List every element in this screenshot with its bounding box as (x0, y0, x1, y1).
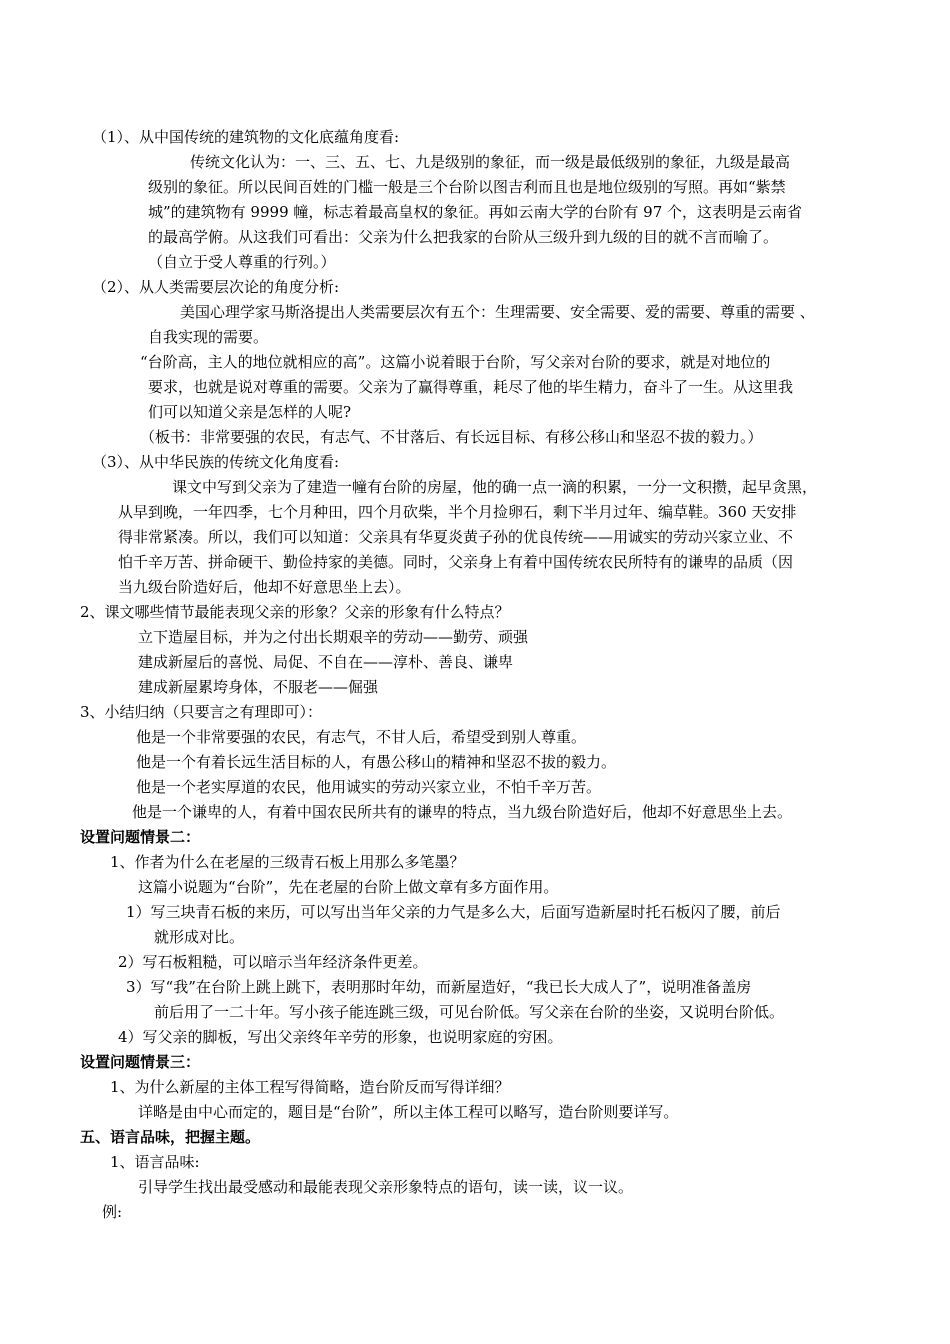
scenario-heading-3: 设置问题情景三： (80, 1053, 201, 1071)
paragraph-line: 从早到晚，一年四季，七个月种田，四个月砍柴，半个月捡卵石，剩下半月过年、编草鞋。360 天安排 (118, 503, 797, 521)
list-item: 3）写“我”在台阶上跳上跳下，表明那时年幼，而新屋造好，“我已长大成人了”，说明准备盖房 (126, 978, 752, 996)
paragraph-line: 当九级台阶造好后，他却不好意思坐上去）。 (118, 578, 411, 596)
paragraph-line: 们可以知道父亲是怎样的人呢? (148, 403, 352, 421)
summary-heading: 3、小结归纳（只要言之有理即可）： (80, 703, 323, 721)
paragraph-line: 级别的象征。所以民间百姓的门槛一般是三个台阶以图吉利而且也是地位级别的写照。再如“紫禁 (148, 178, 786, 196)
answer-line: 详略是由中心而定的，题目是“台阶”，所以主体工程可以略写，造台阶则要详写。 (138, 1103, 679, 1121)
list-item-continuation: 前后用了一二十年。写小孩子能连跳三级，可见台阶低。写父亲在台阶的坐姿，又说明台阶低。 (154, 1003, 785, 1021)
summary-item: 他是一个有着长远生活目标的人，有愚公移山的精神和坚忍不拔的毅力。 (136, 753, 617, 771)
summary-item: 他是一个谦卑的人，有着中国农民所共有的谦卑的特点，当九级台阶造好后，他却不好意思坐上去。 (132, 803, 793, 821)
sub-heading: 1、语言品味: (110, 1153, 200, 1171)
summary-item: 他是一个老实厚道的农民，他用诚实的劳动兴家立业，不怕千辛万苦。 (136, 778, 602, 796)
example-label: 例: (102, 1203, 123, 1221)
section-heading-1: （1）、从中国传统的建筑物的文化底蕴角度看: (92, 128, 400, 146)
list-item: 4）写父亲的脚板，写出父亲终年辛劳的形象，也说明家庭的穷困。 (118, 1028, 563, 1046)
section-heading-2: （2）、从人类需要层次论的角度分析: (92, 278, 340, 296)
list-item: 立下造屋目标，并为之付出长期艰辛的劳动——勤劳、顽强 (138, 628, 529, 646)
paragraph-line: 得非常紧凑。所以，我们可以知道：父亲具有华夏炎黄子孙的优良传统——用诚实的劳动兴家立业、不 (118, 528, 794, 546)
summary-item: 他是一个非常要强的农民，有志气，不甘人后，希望受到别人尊重。 (136, 728, 587, 746)
list-item: 建成新屋后的喜悦、局促、不自在——淳朴、善良、谦卑 (138, 653, 514, 671)
section-heading-3: （3）、从中华民族的传统文化角度看: (92, 453, 340, 471)
paragraph-line: （自立于受人尊重的行列。） (148, 253, 336, 271)
list-item: 2）写石板粗糙，可以暗示当年经济条件更差。 (118, 953, 428, 971)
answer-line: 这篇小说题为“台阶”，先在老屋的台阶上做文章有多方面作用。 (138, 878, 559, 896)
scenario-heading-2: 设置问题情景二： (80, 828, 201, 846)
paragraph-line: 美国心理学家马斯洛提出人类需要层次有五个：生理需要、安全需要、爱的需要、尊重的需要 、 (180, 303, 815, 321)
question-heading: 2、课文哪些情节最能表现父亲的形象？父亲的形象有什么特点？ (80, 603, 510, 621)
paragraph-line: 课文中写到父亲为了建造一幢有台阶的房屋，他的确一点一滴的积累，一分一文积攒，起早贪黑， (172, 478, 818, 496)
paragraph-line: 的最高学俯。从这我们可看出：父亲为什么把我家的台阶从三级升到九级的目的就不言而喻了。 (148, 228, 779, 246)
paragraph-line: 怕千辛万苦、拼命硬干、勤俭持家的美德。同时，父亲身上有着中国传统农民所特有的谦卑的品质（因 (118, 553, 794, 571)
paragraph-line: 传统文化认为：一、三、五、七、九是级别的象征，而一级是最低级别的象征，九级是最高 (190, 153, 791, 171)
list-item: 建成新屋累垮身体，不服老——倔强 (138, 678, 379, 696)
paragraph-line: 自我实现的需要。 (148, 328, 269, 346)
paragraph-line: 引导学生找出最受感动和最能表现父亲形象特点的语句，读一读，议一议。 (138, 1178, 634, 1196)
question-line: 1、为什么新屋的主体工程写得简略，造台阶反而写得详细？ (110, 1078, 510, 1096)
paragraph-line: （板书：非常要强的农民，有志气、不甘落后、有长远目标、有移公移山和坚忍不拔的毅力。） (140, 428, 763, 446)
paragraph-line: 要求，也就是说对尊重的需要。父亲为了赢得尊重，耗尽了他的毕生精力，奋斗了一生。从这里我 (148, 378, 794, 396)
list-item-continuation: 就形成对比。 (154, 928, 245, 946)
question-line: 1、作者为什么在老屋的三级青石板上用那么多笔墨？ (110, 853, 465, 871)
list-item: 1）写三块青石板的来历，可以写出当年父亲的力气是多么大，后面写造新屋时托石板闪了腰，前后 (126, 903, 781, 921)
paragraph-line: “台阶高，主人的地位就相应的高”。这篇小说着眼于台阶，写父亲对台阶的要求，就是对地位的 (140, 353, 771, 371)
paragraph-line: 城”的建筑物有 9999 幢，标志着最高皇权的象征。再如云南大学的台阶有 97 个，这表明是云南省 (148, 203, 803, 221)
section-heading-5: 五、语言品味，把握主题。 (80, 1128, 261, 1146)
